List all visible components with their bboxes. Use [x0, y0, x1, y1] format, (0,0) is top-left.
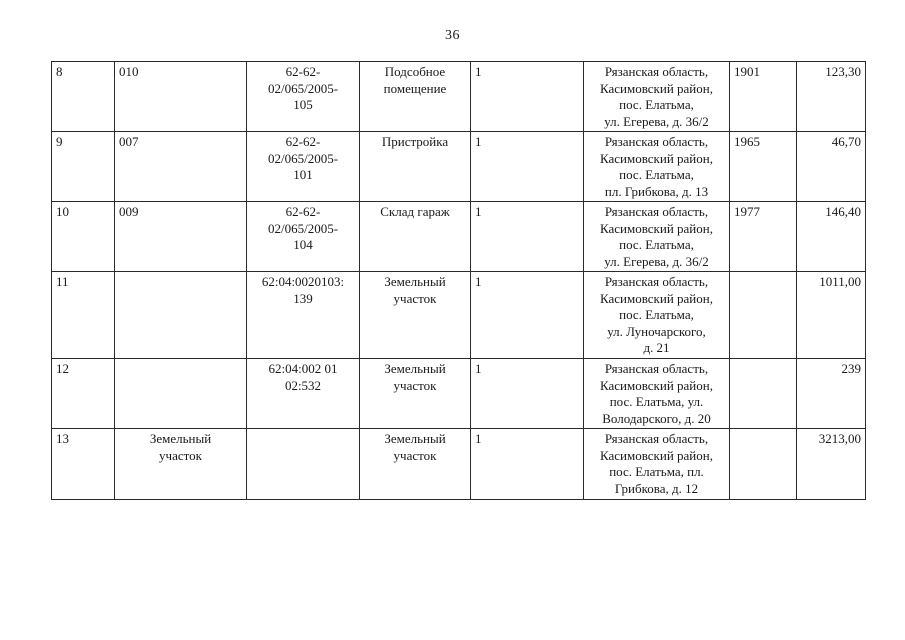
area-cell: 1011,00: [797, 272, 866, 359]
cadastral-number-cell: 62:04:002 01 02:532: [247, 359, 360, 429]
inventory-number-cell: 010: [115, 62, 247, 132]
property-registry-table: [51, 61, 866, 500]
object-name-cell: Земельный участок: [360, 359, 471, 429]
row-number-cell: 12: [52, 359, 115, 429]
table-row: [52, 359, 866, 429]
quantity-cell: 1: [471, 429, 584, 500]
cadastral-number-cell: 62-62- 02/065/2005- 105: [247, 62, 360, 132]
year-cell: 1965: [730, 132, 797, 202]
table-row: [52, 202, 866, 272]
row-number-cell: 11: [52, 272, 115, 359]
row-number-cell: 13: [52, 429, 115, 500]
cadastral-number-cell: 62:04:0020103: 139: [247, 272, 360, 359]
address-cell: Рязанская область, Касимовский район, пос. Елатьма, ул. Луночарского, д. 21: [584, 272, 730, 359]
quantity-cell: 1: [471, 272, 584, 359]
address-cell: Рязанская область, Касимовский район, пос. Елатьма, ул. Егерева, д. 36/2: [584, 202, 730, 272]
area-cell: 239: [797, 359, 866, 429]
inventory-number-cell: Земельный участок: [115, 429, 247, 500]
quantity-cell: 1: [471, 132, 584, 202]
year-cell: 1901: [730, 62, 797, 132]
address-cell: Рязанская область, Касимовский район, пос. Елатьма, ул. Егерева, д. 36/2: [584, 62, 730, 132]
quantity-cell: 1: [471, 202, 584, 272]
object-name-cell: Земельный участок: [360, 272, 471, 359]
cadastral-number-cell: [247, 429, 360, 500]
quantity-cell: 1: [471, 62, 584, 132]
cadastral-number-cell: 62-62- 02/065/2005- 104: [247, 202, 360, 272]
year-cell: 1977: [730, 202, 797, 272]
address-cell: Рязанская область, Касимовский район, пос. Елатьма, ул. Володарского, д. 20: [584, 359, 730, 429]
inventory-number-cell: 009: [115, 202, 247, 272]
area-cell: 123,30: [797, 62, 866, 132]
year-cell: [730, 429, 797, 500]
inventory-number-cell: [115, 272, 247, 359]
address-cell: Рязанская область, Касимовский район, пос. Елатьма, пл. Грибкова, д. 13: [584, 132, 730, 202]
area-cell: 3213,00: [797, 429, 866, 500]
page-number: 36: [445, 28, 460, 43]
table-row: [52, 132, 866, 202]
year-cell: [730, 359, 797, 429]
table-row: [52, 429, 866, 500]
inventory-number-cell: 007: [115, 132, 247, 202]
area-cell: 146,40: [797, 202, 866, 272]
object-name-cell: Подсобное помещение: [360, 62, 471, 132]
row-number-cell: 9: [52, 132, 115, 202]
year-cell: [730, 272, 797, 359]
object-name-cell: Склад гараж: [360, 202, 471, 272]
table-row: [52, 272, 866, 359]
table-row: [52, 62, 866, 132]
object-name-cell: Пристройка: [360, 132, 471, 202]
row-number-cell: 8: [52, 62, 115, 132]
area-cell: 46,70: [797, 132, 866, 202]
address-cell: Рязанская область, Касимовский район, пос. Елатьма, пл. Грибкова, д. 12: [584, 429, 730, 500]
quantity-cell: 1: [471, 359, 584, 429]
object-name-cell: Земельный участок: [360, 429, 471, 500]
row-number-cell: 10: [52, 202, 115, 272]
inventory-number-cell: [115, 359, 247, 429]
cadastral-number-cell: 62-62- 02/065/2005- 101: [247, 132, 360, 202]
